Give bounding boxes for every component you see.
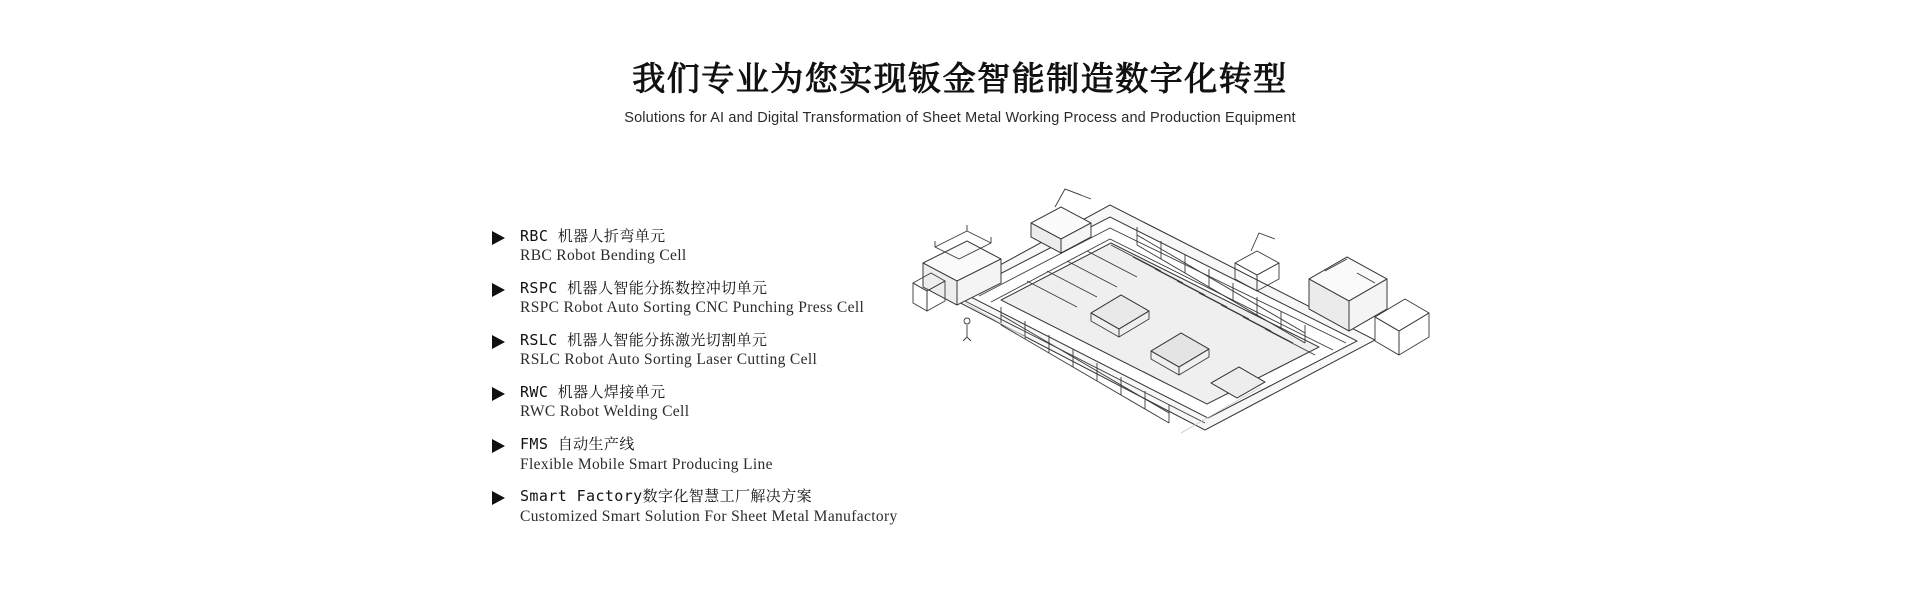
list-item-label-en: Flexible Mobile Smart Producing Line — [520, 455, 773, 473]
list-item-label-cn: RWC 机器人焊接单元 — [520, 383, 666, 402]
page-subtitle: Solutions for AI and Digital Transformation of Sheet Metal Working Process and Production Equipment — [624, 110, 1296, 127]
list-item-label-cn: RBC 机器人折弯单元 — [520, 227, 666, 245]
list-item-label-en: RWC Robot Welding Cell — [520, 403, 690, 421]
list-item[interactable] — [492, 436, 1012, 473]
page-title: 我们专业为您实现钣金智能制造数字化转型 — [632, 59, 1288, 98]
isometric-line-art — [905, 175, 1465, 440]
triangle-bullet-icon — [492, 335, 505, 349]
list-item-label-en: RSPC Robot Auto Sorting CNC Punching Press Cell — [520, 299, 865, 317]
list-item-label-cn: RSLC 机器人智能分拣激光切割单元 — [520, 331, 768, 350]
list-item[interactable] — [492, 488, 1012, 525]
list-item-label-cn: RSPC 机器人智能分拣数控冲切单元 — [520, 279, 768, 298]
list-item-label-cn: Smart Factory数字化智慧工厂解决方案 — [520, 487, 813, 506]
production-line-illustration — [905, 175, 1465, 440]
list-item-label-cn: FMS 自动生产线 — [520, 435, 635, 454]
triangle-bullet-icon — [492, 387, 505, 401]
list-item-label-en: RSLC Robot Auto Sorting Laser Cutting Cell — [520, 351, 818, 369]
list-item-label-en: Customized Smart Solution For Sheet Metal Manufactory — [520, 507, 898, 525]
triangle-bullet-icon — [492, 439, 505, 453]
triangle-bullet-icon — [492, 491, 505, 505]
triangle-bullet-icon — [492, 231, 505, 245]
list-item-label-en: RBC Robot Bending Cell — [520, 247, 687, 265]
page-header — [0, 58, 1920, 126]
triangle-bullet-icon — [492, 283, 505, 297]
